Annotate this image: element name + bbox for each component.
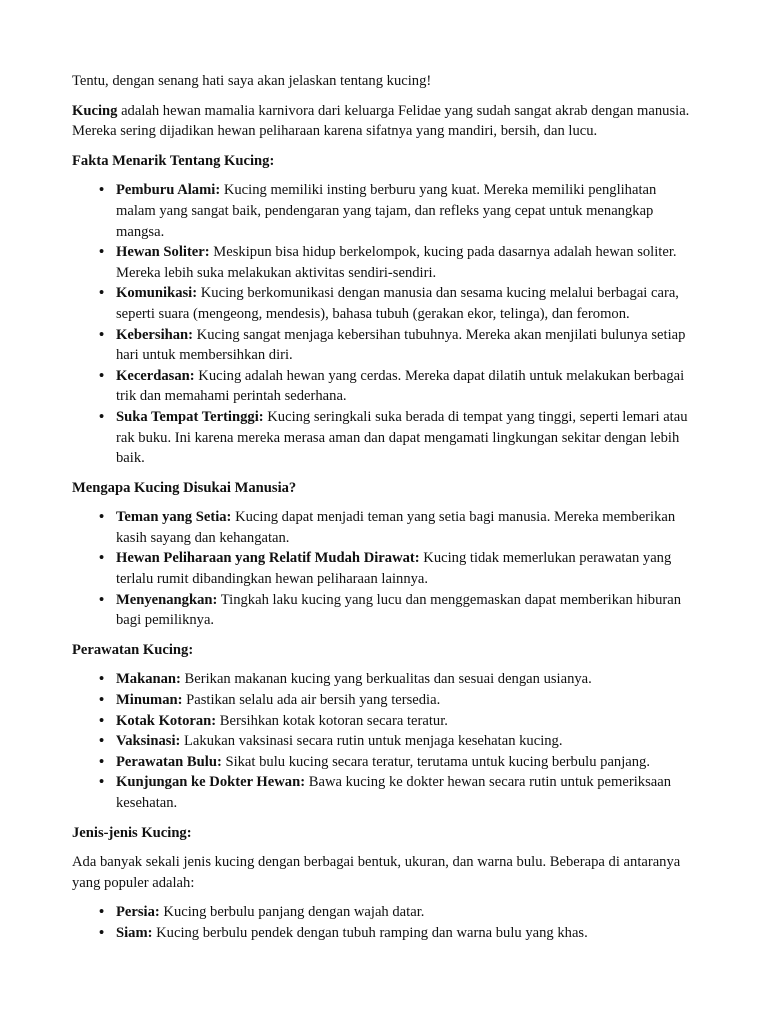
list-item xyxy=(99,690,698,711)
item-text: Pastikan selalu ada air bersih yang tersedia. xyxy=(182,692,441,709)
care-list xyxy=(72,669,698,813)
item-text: Sikat bulu kucing secara teratur, terutama untuk kucing berbulu panjang. xyxy=(221,753,650,770)
item-label: Kotak Kotoran: xyxy=(116,712,217,729)
bullet: • xyxy=(99,753,105,770)
why-list xyxy=(72,507,698,631)
bullet: • xyxy=(99,244,105,261)
types-intro: Ada banyak sekali jenis kucing dengan berbagai bentuk, ukuran, dan warna bulu. Beberapa di antaranya yang populer adalah: xyxy=(72,854,681,891)
list-item xyxy=(99,180,698,242)
item-label: Teman yang Setia: xyxy=(116,509,232,526)
list-item xyxy=(99,923,698,944)
bullet: • xyxy=(99,774,105,791)
item-label: Hewan Peliharaan yang Relatif Mudah Dirawat: xyxy=(116,550,420,567)
item-label: Makanan: xyxy=(116,671,181,688)
bullet: • xyxy=(99,671,105,688)
item-text: Lakukan vaksinasi secara rutin untuk menjaga kesehatan kucing. xyxy=(180,733,563,750)
list-item xyxy=(99,325,698,366)
types-list xyxy=(72,902,698,943)
item-text: Kucing seringkali suka berada di tempat yang tinggi, seperti lemari atau rak buku. Ini karena mereka merasa aman dan dapat mengamati lingkungan sekitar dengan lebih baik. xyxy=(116,408,688,467)
item-label: Perawatan Bulu: xyxy=(116,753,222,770)
section-heading-care: Perawatan Kucing: xyxy=(72,641,194,658)
item-text: Kucing berbulu pendek dengan tubuh ramping dan warna bulu yang khas. xyxy=(152,924,588,941)
item-label: Vaksinasi: xyxy=(116,733,181,750)
section-heading-types: Jenis-jenis Kucing: xyxy=(72,824,192,841)
list-item xyxy=(99,669,698,690)
list-item xyxy=(99,731,698,752)
item-text: Kucing memiliki insting berburu yang kuat. Mereka memiliki penglihatan malam yang sangat baik, pendengaran yang tajam, dan refleks yang cepat untuk menangkap mangsa. xyxy=(116,182,657,240)
item-text: Kucing adalah hewan yang cerdas. Mereka dapat dilatih untuk melakukan berbagai trik dan memahami perintah sederhana. xyxy=(116,367,685,405)
item-label: Persia: xyxy=(116,904,160,921)
item-text: Bersihkan kotak kotoran secara teratur. xyxy=(216,712,448,729)
item-text: Berikan makanan kucing yang berkualitas dan sesuai dengan usianya. xyxy=(180,671,592,688)
bullet: • xyxy=(99,550,105,567)
definition-paragraph xyxy=(72,101,698,142)
item-text: Kucing sangat menjaga kebersihan tubuhnya. Mereka akan menjilati bulunya setiap hari untuk membersihkan diri. xyxy=(116,326,686,364)
item-text: Kucing dapat menjadi teman yang setia bagi manusia. Mereka memberikan kasih sayang dan kehangatan. xyxy=(116,509,676,546)
item-text: Kucing berbulu panjang dengan wajah datar. xyxy=(159,904,425,921)
section-heading-why: Mengapa Kucing Disukai Manusia? xyxy=(72,479,297,496)
bullet: • xyxy=(99,692,105,709)
bullet: • xyxy=(99,591,105,608)
item-label: Pemburu Alami: xyxy=(116,182,221,199)
item-text: Bawa kucing ke dokter hewan secara rutin untuk pemeriksaan kesehatan. xyxy=(116,774,672,811)
list-item xyxy=(99,902,698,923)
list-item xyxy=(99,283,698,324)
item-label: Menyenangkan: xyxy=(116,591,218,608)
list-item xyxy=(99,366,698,407)
bullet: • xyxy=(99,367,105,384)
item-label: Kunjungan ke Dokter Hewan: xyxy=(116,774,306,791)
item-text: Kucing berkomunikasi dengan manusia dan sesama kucing melalui berbagai cara, seperti suara (mengeong, mendesis), bahasa tubuh (gerakan ekor, telinga), dan feromon. xyxy=(116,285,679,322)
item-label: Hewan Soliter: xyxy=(116,244,210,261)
item-label: Komunikasi: xyxy=(116,285,198,302)
facts-list xyxy=(72,180,698,468)
bullet: • xyxy=(99,408,105,425)
bullet: • xyxy=(99,509,105,526)
item-label: Kecerdasan: xyxy=(116,367,195,384)
item-label: Minuman: xyxy=(116,692,183,709)
section-heading-facts: Fakta Menarik Tentang Kucing: xyxy=(72,152,275,169)
list-item xyxy=(99,711,698,732)
item-text: Kucing tidak memerlukan perawatan yang terlalu rumit dibandingkan hewan peliharaan lainnya. xyxy=(116,550,672,588)
list-item xyxy=(99,752,698,773)
item-label: Kebersihan: xyxy=(116,326,194,343)
definition-term: Kucing xyxy=(72,102,118,119)
item-text: Tingkah laku kucing yang lucu dan menggemaskan dapat memberikan hiburan bagi pemiliknya. xyxy=(116,591,682,629)
bullet: • xyxy=(99,182,105,199)
bullet: • xyxy=(99,285,105,302)
bullet: • xyxy=(99,904,105,921)
item-label: Suka Tempat Tertinggi: xyxy=(116,408,264,425)
bullet: • xyxy=(99,326,105,343)
list-item xyxy=(99,548,698,589)
bullet: • xyxy=(99,712,105,729)
item-text: Meskipun bisa hidup berkelompok, kucing pada dasarnya adalah hewan soliter. Mereka lebih suka melakukan aktivitas sendiri-sendiri. xyxy=(116,244,677,281)
list-item xyxy=(99,407,698,469)
list-item xyxy=(99,772,698,813)
list-item xyxy=(99,242,698,283)
item-label: Siam: xyxy=(116,924,153,941)
intro-paragraph: Tentu, dengan senang hati saya akan jelaskan tentang kucing! xyxy=(72,73,432,89)
bullet: • xyxy=(99,733,105,750)
list-item xyxy=(99,590,698,631)
list-item xyxy=(99,507,698,548)
definition-text: adalah hewan mamalia karnivora dari keluarga Felidae yang sudah sangat akrab dengan manusia. Mereka sering dijadikan hewan peliharaan karena sifatnya yang mandiri, bersih, dan lucu. xyxy=(72,102,690,140)
bullet: • xyxy=(99,924,105,941)
